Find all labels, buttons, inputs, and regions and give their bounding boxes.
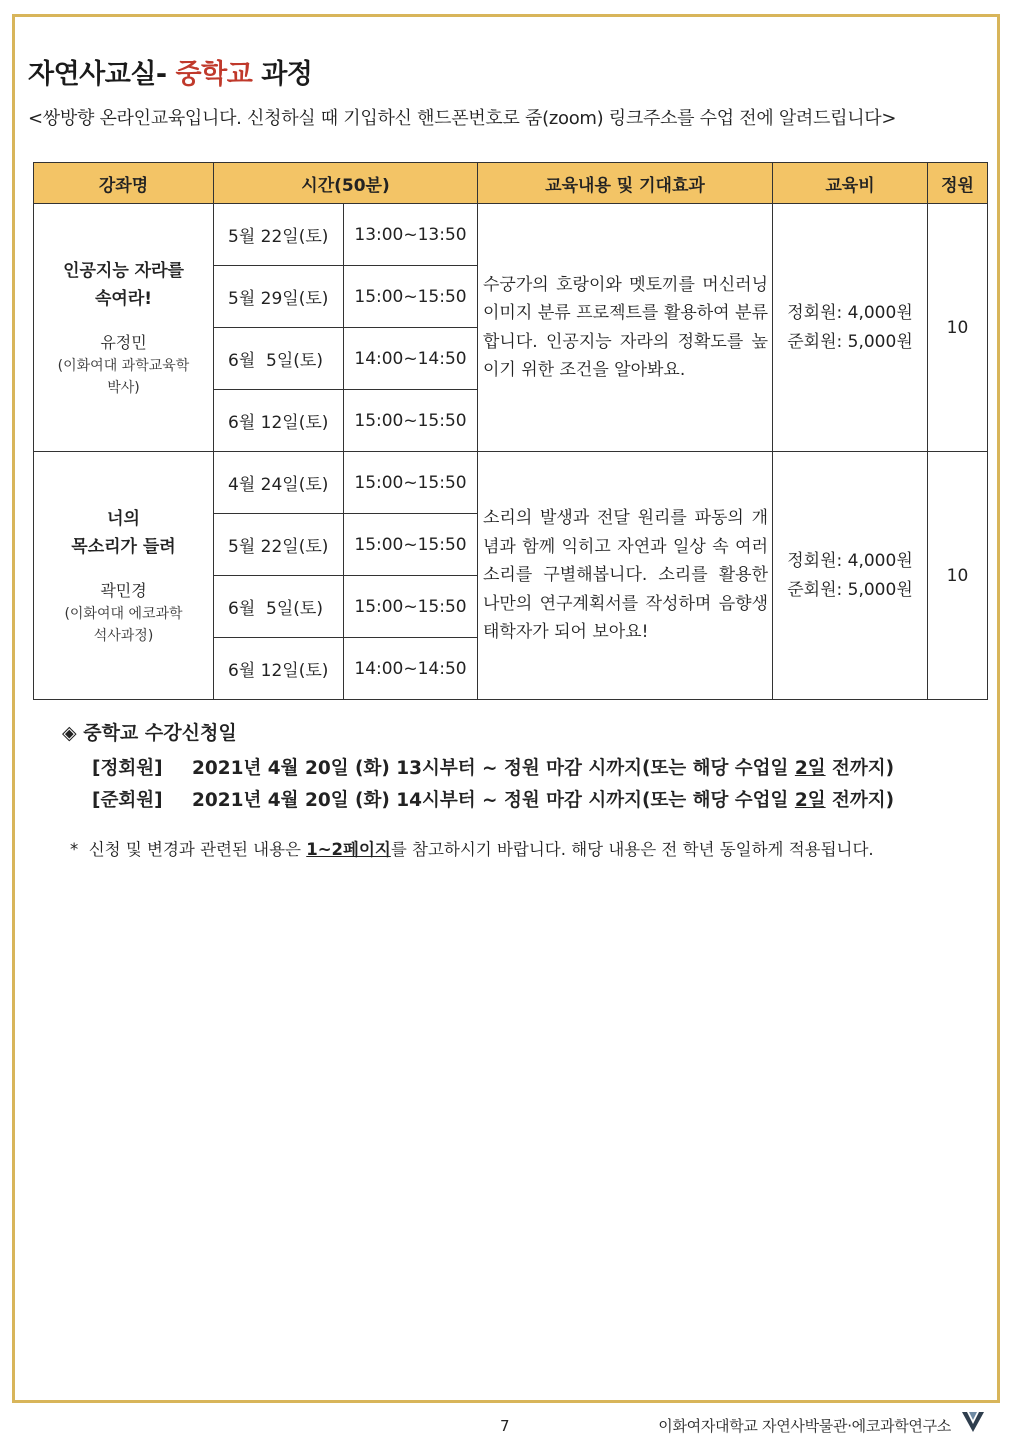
fee-regular: 정회원: 4,000원	[787, 550, 913, 571]
session-time: 15:00~15:50	[344, 576, 478, 638]
table-row	[34, 204, 988, 266]
note-prefix: * 신청 및 변경과 관련된 내용은	[70, 840, 307, 859]
session-time: 15:00~15:50	[344, 390, 478, 452]
header-fee: 교육비	[773, 163, 928, 204]
course-fee	[773, 204, 928, 452]
course-cell	[34, 204, 214, 452]
regular-label: [정회원]	[92, 758, 163, 779]
page-number: 7	[500, 1417, 510, 1435]
header-content: 교육내용 및 기대효과	[478, 163, 773, 204]
affiliation-line: 석사과정)	[93, 627, 154, 644]
associate-emph: 2일	[794, 790, 826, 811]
application-section	[62, 718, 894, 817]
title-highlight: 중학교	[175, 59, 253, 90]
course-capacity: 10	[928, 204, 988, 452]
course-name	[35, 257, 212, 313]
session-date: 5월 29일(토)	[214, 266, 344, 328]
session-date: 6월 5일(토)	[214, 576, 344, 638]
session-date: 5월 22일(토)	[214, 204, 344, 266]
course-name-line: 목소리가 들려	[71, 536, 176, 557]
course-name	[35, 505, 212, 561]
affiliation-line: (이화여대 에코과학	[64, 605, 183, 622]
table-header-row	[34, 163, 988, 204]
header-course: 강좌명	[34, 163, 214, 204]
regular-emph: 2일	[794, 758, 826, 779]
course-name-line: 너의	[107, 508, 140, 529]
fee-regular: 정회원: 4,000원	[787, 302, 913, 323]
regular-text: 2021년 4월 20일 (화) 13시부터 ~ 정원 마감 시까지(또는 해당 수업일	[192, 758, 795, 779]
course-fee	[773, 452, 928, 700]
instructor-name: 곽민경	[100, 580, 147, 600]
session-date: 6월 12일(토)	[214, 638, 344, 700]
session-date: 4월 24일(토)	[214, 452, 344, 514]
session-time: 15:00~15:50	[344, 266, 478, 328]
regular-end: 전까지)	[825, 758, 895, 779]
instructor-affiliation	[35, 603, 212, 647]
affiliation-line: 박사)	[107, 379, 140, 396]
page-subtitle: <쌍방향 온라인교육입니다. 신청하실 때 기입하신 핸드폰번호로 줌(zoom) 링크주소를 수업 전에 알려드립니다>	[28, 108, 897, 129]
application-regular	[92, 753, 894, 785]
associate-label: [준회원]	[92, 790, 163, 811]
fee-associate: 준회원: 5,000원	[787, 331, 913, 352]
header-capacity: 정원	[928, 163, 988, 204]
course-name-line: 인공지능 자라를	[63, 260, 184, 281]
course-cell	[34, 452, 214, 700]
session-time: 15:00~15:50	[344, 452, 478, 514]
session-time: 14:00~14:50	[344, 328, 478, 390]
title-prefix: 자연사교실-	[28, 59, 167, 90]
session-date: 6월 12일(토)	[214, 390, 344, 452]
table-row	[34, 452, 988, 514]
header-time: 시간(50분)	[214, 163, 478, 204]
fee-associate: 준회원: 5,000원	[787, 579, 913, 600]
session-time: 13:00~13:50	[344, 204, 478, 266]
session-date: 6월 5일(토)	[214, 328, 344, 390]
course-content: 수궁가의 호랑이와 멧토끼를 머신러닝 이미지 분류 프로젝트를 활용하여 분류합니다. 인공지능 자라의 정확도를 높이기 위한 조건을 알아봐요.	[478, 204, 773, 452]
instructor-name: 유정민	[100, 332, 147, 352]
application-associate	[92, 785, 894, 817]
footer-org: 이화여자대학교 자연사박물관·에코과학연구소	[658, 1417, 951, 1435]
reference-note	[70, 836, 874, 860]
institution-logo-icon	[960, 1408, 986, 1434]
course-content: 소리의 발생과 전달 원리를 파동의 개념과 함께 익히고 자연과 일상 속 여러 소리를 구별해봅니다. 소리를 활용한 나만의 연구계획서를 작성하며 음향생태학자가 되어 보아요!	[478, 452, 773, 700]
application-heading: ◈ 중학교 수강신청일	[62, 722, 237, 744]
note-suffix: 를 참고하시기 바랍니다. 해당 내용은 전 학년 동일하게 적용됩니다.	[390, 840, 874, 859]
title-suffix: 과정	[261, 59, 313, 90]
course-name-line: 속여라!	[94, 288, 153, 309]
associate-end: 전까지)	[825, 790, 895, 811]
session-time: 15:00~15:50	[344, 514, 478, 576]
instructor-affiliation	[35, 355, 212, 399]
page-title	[28, 52, 312, 91]
session-date: 5월 22일(토)	[214, 514, 344, 576]
note-emph: 1~2페이지	[306, 840, 391, 859]
schedule-table	[33, 162, 988, 700]
session-time: 14:00~14:50	[344, 638, 478, 700]
associate-text: 2021년 4월 20일 (화) 14시부터 ~ 정원 마감 시까지(또는 해당 수업일	[192, 790, 795, 811]
affiliation-line: (이화여대 과학교육학	[57, 357, 190, 374]
course-capacity: 10	[928, 452, 988, 700]
